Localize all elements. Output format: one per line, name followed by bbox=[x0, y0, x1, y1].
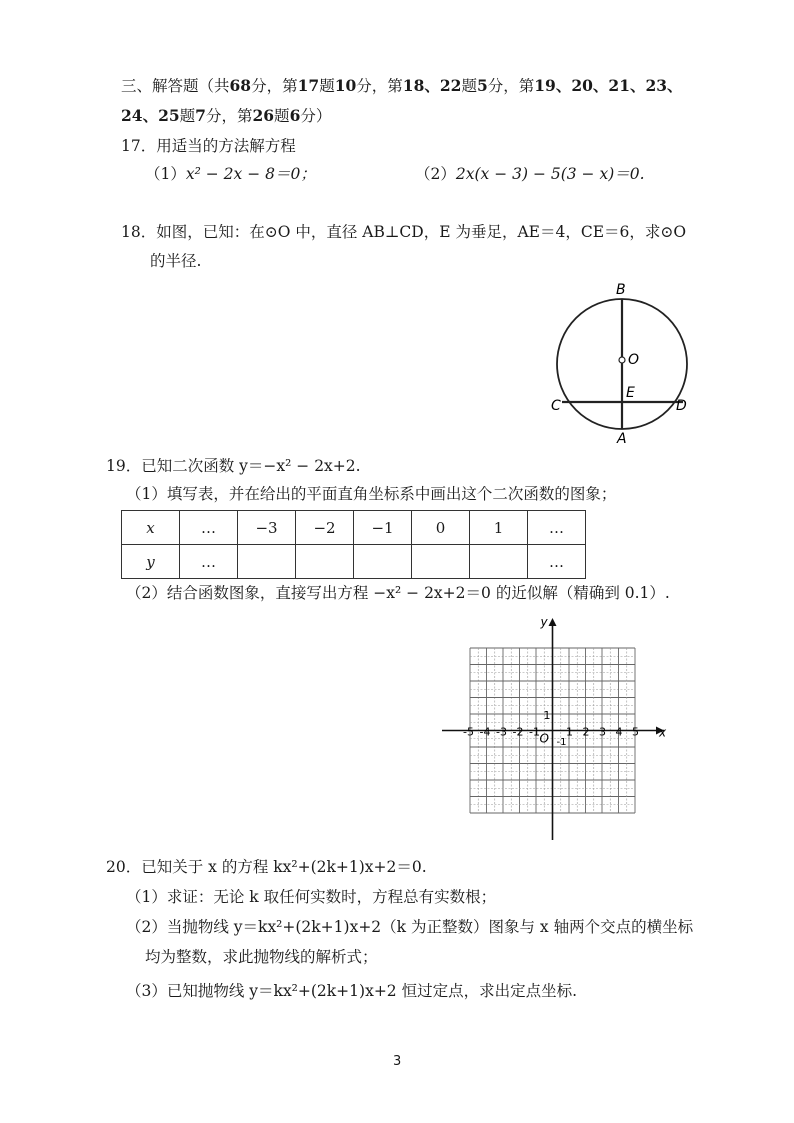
y-axis-arrow bbox=[549, 618, 557, 626]
label-b: B bbox=[616, 282, 626, 298]
header-num: 6 bbox=[289, 106, 301, 125]
header-text: 分） bbox=[300, 107, 332, 125]
q17-part2 bbox=[415, 164, 645, 184]
x-tick-label: 4 bbox=[615, 725, 623, 739]
label-a: A bbox=[617, 431, 627, 447]
table-cell: 1 bbox=[470, 511, 528, 545]
table-cell: 0 bbox=[412, 511, 470, 545]
q17-stem: 17．用适当的方法解方程 bbox=[121, 137, 296, 155]
table-row-x bbox=[122, 511, 586, 545]
header-num: 26 bbox=[252, 106, 275, 125]
header-num: 7 bbox=[195, 106, 206, 125]
page-number: 3 bbox=[393, 1054, 402, 1069]
q20-stem: 20．已知关于 x 的方程 kx²+(2k+1)x+2＝0. bbox=[106, 858, 427, 876]
q20-part2b: 均为整数，求此抛物线的解析式； bbox=[145, 948, 378, 966]
table-cell-blank[interactable] bbox=[296, 545, 354, 579]
origin-label: O bbox=[539, 731, 549, 746]
table-cell-blank[interactable] bbox=[412, 545, 470, 579]
header-text: 分，第 bbox=[487, 77, 535, 95]
header-num: 17 bbox=[297, 76, 320, 95]
header-num: 24、25 bbox=[121, 106, 180, 125]
x-tick-label: 5 bbox=[632, 725, 639, 739]
header-text: 题 bbox=[319, 77, 335, 95]
label-o: O bbox=[628, 352, 640, 368]
header-text: 三、解答题（共 bbox=[121, 77, 230, 95]
q17-part1 bbox=[145, 164, 316, 184]
center-point bbox=[619, 357, 625, 363]
header-text: 题 bbox=[461, 77, 477, 95]
label-d: D bbox=[676, 398, 687, 414]
x-tick-label: -5 bbox=[463, 725, 474, 739]
x-tick-label: -3 bbox=[496, 725, 507, 739]
x-tick-label: 2 bbox=[582, 725, 590, 739]
header-text: 分，第 bbox=[205, 107, 253, 125]
table-cell: −3 bbox=[238, 511, 296, 545]
table-cell: y bbox=[122, 545, 180, 579]
equation: 2x(x − 3) − 5(3 − x)＝0. bbox=[455, 165, 645, 183]
x-tick-label: -4 bbox=[479, 725, 491, 739]
section-header-line1 bbox=[121, 76, 683, 96]
q18-circle-figure bbox=[540, 278, 710, 450]
y-axis-label: y bbox=[540, 615, 548, 629]
table-cell-blank[interactable] bbox=[470, 545, 528, 579]
label-e: E bbox=[626, 385, 635, 401]
label-c: C bbox=[551, 398, 561, 414]
header-total: 68 bbox=[229, 76, 252, 95]
section-header-line2 bbox=[121, 106, 331, 126]
y-tick-label: -1 bbox=[556, 737, 567, 748]
header-num: 10 bbox=[334, 76, 357, 95]
header-text: 分，第 bbox=[251, 77, 298, 95]
table-cell: … bbox=[528, 511, 586, 545]
part-label: （2） bbox=[415, 165, 456, 183]
part-label: （1） bbox=[145, 165, 186, 183]
q19-stem: 19．已知二次函数 y＝−x² − 2x+2. bbox=[106, 457, 361, 475]
table-row-y bbox=[122, 545, 586, 579]
table-cell-blank[interactable] bbox=[354, 545, 412, 579]
header-text: 分，第 bbox=[356, 77, 403, 95]
q19-part1: （1）填写表，并在给出的平面直角坐标系中画出这个二次函数的图象； bbox=[126, 485, 617, 503]
header-num: 5 bbox=[476, 76, 488, 95]
x-tick-label: 3 bbox=[599, 725, 606, 739]
x-tick-label: 1 bbox=[566, 725, 573, 739]
y-tick-label: 1 bbox=[543, 709, 551, 722]
table-cell: −1 bbox=[354, 511, 412, 545]
equation: x² − 2x − 8＝0； bbox=[185, 165, 316, 183]
table-cell: … bbox=[180, 545, 238, 579]
q20-part2a: （2）当抛物线 y＝kx²+(2k+1)x+2（k 为正整数）图象与 x 轴两个交点的横坐标 bbox=[126, 918, 694, 936]
header-text: 题 bbox=[274, 107, 290, 125]
q20-part1: （1）求证：无论 k 取任何实数时，方程总有实数根； bbox=[126, 888, 497, 906]
table-cell: … bbox=[528, 545, 586, 579]
table-cell-blank[interactable] bbox=[238, 545, 296, 579]
q19-value-table bbox=[121, 510, 586, 579]
table-cell: … bbox=[180, 511, 238, 545]
table-cell: −2 bbox=[296, 511, 354, 545]
q18-line1: 18．如图，已知：在⊙O 中，直径 AB⊥CD，E 为垂足，AE＝4，CE＝6，求⊙O bbox=[121, 223, 687, 241]
header-num: 18、22 bbox=[402, 76, 462, 95]
q20-part3: （3）已知抛物线 y＝kx²+(2k+1)x+2 恒过定点，求出定点坐标. bbox=[126, 982, 578, 1000]
x-tick-label: -2 bbox=[512, 725, 524, 739]
header-num: 19、20、21、23、 bbox=[534, 76, 683, 95]
header-text: 题 bbox=[179, 107, 196, 125]
table-cell: x bbox=[122, 511, 180, 545]
x-tick-label: -1 bbox=[529, 725, 540, 739]
x-axis-label: x bbox=[659, 725, 667, 740]
q19-part2: （2）结合函数图象，直接写出方程 −x² − 2x+2＝0 的近似解（精确到 0.1）. bbox=[126, 584, 670, 602]
q19-coordinate-grid bbox=[438, 612, 674, 842]
q18-line2: 的半径. bbox=[150, 252, 202, 270]
